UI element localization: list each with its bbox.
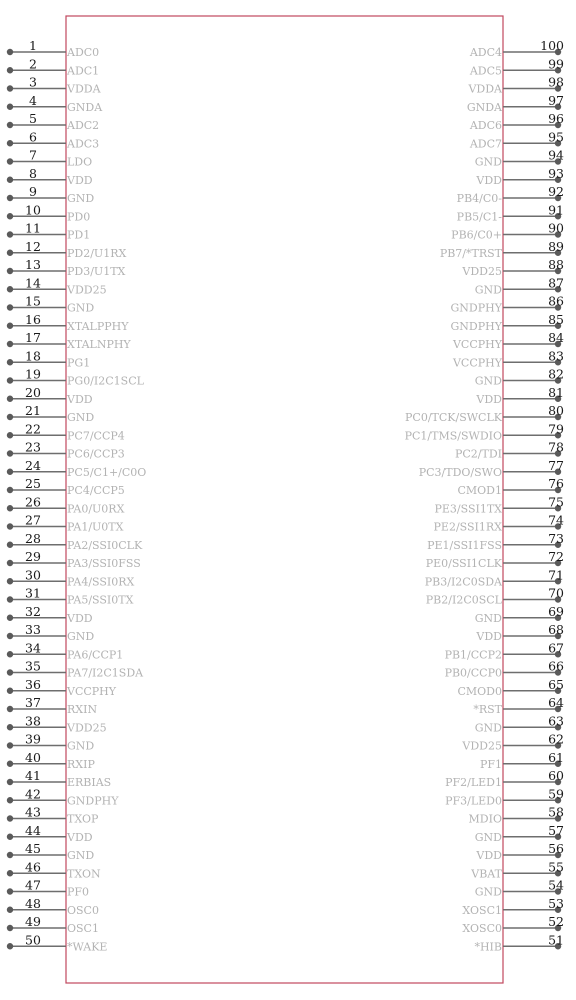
pin-number: 99: [548, 56, 564, 72]
pin-name: VCCPHY: [452, 356, 502, 370]
pin-name: GNDPHY: [67, 794, 119, 808]
pin-endpoint-dot: [7, 104, 13, 110]
pin-number: 84: [548, 330, 564, 345]
pin-endpoint-dot: [7, 49, 13, 55]
pin-number: 73: [548, 530, 564, 546]
pin-name: MDIO: [468, 812, 502, 826]
pin-endpoint-dot: [7, 304, 13, 310]
pin-name: RXIN: [67, 703, 98, 716]
pin-number: 54: [548, 877, 564, 893]
pin-number: 60: [548, 768, 564, 783]
pin-endpoint-dot: [7, 213, 13, 219]
pin-number: 25: [25, 476, 41, 491]
pin-number: 68: [548, 622, 564, 637]
pin-name: GND: [474, 374, 502, 388]
pin-number: 76: [548, 476, 564, 491]
pin-endpoint-dot: [7, 834, 13, 840]
pin-number: 64: [548, 695, 564, 710]
pin-endpoint-dot: [7, 396, 13, 402]
pin-number: 2: [29, 56, 37, 72]
pin-name: PG0/I2C1SCL: [67, 374, 144, 388]
pin-name: PF3/LED0: [445, 794, 502, 808]
pin-name: PE0/SSI1CLK: [425, 557, 502, 570]
pin-name: PC4/CCP5: [67, 484, 125, 497]
pin-name: PF1: [479, 757, 502, 771]
pin-endpoint-dot: [7, 231, 13, 237]
pin-name: VDD: [476, 392, 502, 406]
pin-name: VDD: [67, 611, 93, 625]
pin-endpoint-dot: [7, 651, 13, 657]
pin-endpoint-dot: [7, 742, 13, 748]
pin-name: PB7/*TRST: [439, 246, 502, 260]
pin-number: 81: [548, 384, 564, 400]
pin-name: PB5/C1-: [456, 210, 502, 224]
pin-endpoint-dot: [7, 669, 13, 675]
pin-endpoint-dot: [7, 359, 13, 365]
pin-number: 17: [25, 330, 41, 345]
pin-number: 80: [548, 403, 564, 418]
pin-number: 92: [548, 184, 564, 199]
pin-endpoint-dot: [7, 122, 13, 128]
pin-number: 58: [548, 804, 564, 820]
pin-name: GND: [67, 192, 95, 205]
pin-number: 47: [25, 877, 41, 893]
pin-name: PD0: [67, 210, 91, 224]
pin-number: 11: [25, 220, 41, 236]
pin-name: *HIB: [474, 940, 502, 954]
pin-name: GND: [474, 885, 502, 899]
pin-name: OSC0: [67, 903, 99, 917]
pin-number: 4: [29, 92, 37, 108]
pin-endpoint-dot: [7, 177, 13, 183]
pin-number: 7: [29, 147, 37, 163]
pin-number: 55: [548, 859, 564, 875]
pin-number: 48: [25, 895, 41, 911]
pin-number: 20: [25, 384, 41, 400]
pin-number: 29: [25, 549, 41, 564]
pin-number: 59: [548, 786, 564, 802]
pin-name: PA6/CCP1: [67, 648, 124, 662]
pin-number: 65: [548, 676, 564, 692]
pin-endpoint-dot: [7, 469, 13, 475]
pin-name: CMOD1: [457, 484, 502, 497]
pin-name: GND: [474, 721, 502, 735]
pin-number: 41: [25, 768, 41, 783]
pin-endpoint-dot: [7, 487, 13, 493]
pin-endpoint-dot: [7, 870, 13, 876]
pin-name: ADC4: [469, 46, 502, 59]
pin-number: 24: [25, 457, 41, 473]
pin-name: GND: [67, 301, 95, 315]
pin-endpoint-dot: [7, 943, 13, 949]
pin-name: VCCPHY: [67, 684, 117, 698]
pin-number: 26: [25, 494, 41, 510]
pin-name: PF0: [67, 885, 90, 899]
pin-name: CMOD0: [457, 684, 502, 698]
pin-number: 19: [25, 366, 41, 382]
pin-endpoint-dot: [7, 797, 13, 803]
pin-number: 12: [25, 238, 41, 254]
pin-name: LDO: [67, 155, 93, 169]
pin-endpoint-dot: [7, 250, 13, 256]
pin-name: GND: [474, 611, 502, 625]
pin-endpoint-dot: [7, 596, 13, 602]
pin-name: PA2/SSI0CLK: [67, 538, 143, 552]
pin-endpoint-dot: [7, 432, 13, 438]
pin-number: 31: [25, 585, 41, 601]
pin-number: 88: [548, 257, 564, 272]
pin-name: GND: [474, 155, 502, 169]
pin-name: PB6/C0+: [451, 228, 502, 242]
pin-endpoint-dot: [7, 724, 13, 730]
pin-number: 95: [548, 129, 564, 145]
pin-endpoint-dot: [7, 67, 13, 73]
pin-name: VBAT: [471, 867, 502, 881]
pin-endpoint-dot: [7, 85, 13, 91]
pin-endpoint-dot: [7, 779, 13, 785]
pin-endpoint-dot: [7, 925, 13, 931]
pin-name: RXIP: [67, 757, 95, 771]
pin-endpoint-dot: [7, 578, 13, 584]
pin-name: VCCPHY: [452, 338, 502, 351]
pin-name: PD2/U1RX: [67, 246, 127, 260]
pin-number: 79: [548, 421, 564, 437]
pin-number: 43: [25, 804, 41, 820]
pin-number: 14: [25, 275, 41, 291]
pin-number: 63: [548, 713, 564, 729]
pin-name: PA7/I2C1SDA: [67, 666, 144, 680]
pin-number: 90: [548, 220, 564, 236]
pin-number: 44: [25, 822, 41, 838]
pin-number: 93: [548, 165, 564, 181]
pin-number: 67: [548, 640, 564, 656]
pin-number: 3: [29, 74, 37, 90]
pin-name: PC2/TDI: [454, 447, 502, 461]
pin-number: 27: [25, 512, 41, 528]
pin-number: 34: [25, 640, 41, 656]
pin-name: PA1/U0TX: [67, 520, 124, 534]
pin-name: PC1/TMS/SWDIO: [404, 429, 502, 443]
pin-name: PD1: [67, 228, 91, 242]
pin-name: XOSC1: [462, 903, 502, 917]
pin-name: PB1/CCP2: [444, 648, 502, 662]
pin-endpoint-dot: [7, 268, 13, 274]
pin-endpoint-dot: [7, 706, 13, 712]
pin-name: PC6/CCP3: [67, 447, 125, 461]
pin-name: *WAKE: [67, 940, 108, 954]
pin-endpoint-dot: [7, 888, 13, 894]
pin-name: VDDA: [468, 82, 502, 96]
pin-name: GNDA: [67, 100, 103, 114]
pin-number: 40: [25, 749, 41, 765]
pin-endpoint-dot: [7, 195, 13, 201]
pin-endpoint-dot: [7, 377, 13, 383]
pin-name: ADC6: [469, 119, 502, 132]
pin-number: 15: [25, 293, 41, 309]
pin-number: 42: [25, 786, 41, 802]
pin-number: 35: [25, 658, 41, 674]
pin-name: *RST: [473, 703, 502, 716]
pin-name: GND: [67, 411, 95, 424]
pin-name: VDD: [67, 173, 93, 187]
pin-number: 56: [548, 841, 564, 856]
pin-name: TXOP: [67, 812, 99, 826]
pin-name: ADC3: [67, 137, 100, 151]
pin-number: 89: [548, 238, 564, 254]
pin-number: 83: [548, 348, 564, 364]
pin-name: PA3/SSI0FSS: [67, 557, 141, 570]
pin-number: 16: [25, 311, 41, 327]
pin-number: 74: [548, 512, 564, 528]
pin-number: 91: [548, 202, 564, 218]
pin-endpoint-dot: [7, 633, 13, 639]
pin-number: 97: [548, 92, 564, 108]
pin-number: 36: [25, 676, 41, 692]
pin-endpoint-dot: [7, 286, 13, 292]
pin-number: 30: [25, 567, 41, 583]
pin-name: PA0/U0RX: [67, 502, 125, 516]
pin-number: 53: [548, 895, 564, 911]
pin-name: GNDPHY: [450, 319, 502, 333]
pin-name: PA5/SSI0TX: [67, 593, 134, 607]
pin-name: ADC0: [67, 46, 100, 59]
pin-name: OSC1: [67, 922, 99, 935]
pin-number: 22: [25, 421, 41, 437]
pin-name: XTALPPHY: [67, 319, 129, 333]
pin-number: 45: [25, 841, 41, 856]
pin-name: PE3/SSI1TX: [434, 502, 502, 516]
pin-number: 13: [25, 257, 41, 272]
pin-name: ERBIAS: [67, 776, 112, 789]
pin-number: 69: [548, 603, 564, 619]
pin-name: VDD: [476, 173, 502, 187]
pin-endpoint-dot: [7, 907, 13, 913]
pin-number: 57: [548, 822, 564, 838]
pin-name: VDDA: [67, 82, 101, 96]
pin-name: VDD25: [462, 265, 502, 278]
pin-endpoint-dot: [7, 761, 13, 767]
pin-name: GND: [474, 830, 502, 844]
pin-number: 52: [548, 914, 564, 929]
pin-name: PE1/SSI1FSS: [427, 538, 502, 552]
pin-name: XTALNPHY: [67, 338, 131, 351]
pin-name: GNDPHY: [450, 301, 502, 315]
pin-number: 70: [548, 585, 564, 601]
pin-name: PA4/SSI0RX: [67, 575, 135, 589]
pin-name: GND: [67, 739, 95, 753]
pin-number: 32: [25, 603, 41, 619]
pin-name: ADC1: [67, 64, 100, 78]
pin-endpoint-dot: [7, 140, 13, 146]
pin-endpoint-dot: [7, 450, 13, 456]
pin-number: 100: [540, 38, 564, 53]
pin-number: 1: [29, 38, 37, 53]
pin-name: VDD25: [67, 283, 107, 297]
pin-endpoint-dot: [7, 523, 13, 529]
pin-endpoint-dot: [7, 615, 13, 621]
pin-endpoint-dot: [7, 158, 13, 164]
pin-name: VDD25: [67, 721, 107, 735]
pin-number: 75: [548, 494, 564, 510]
pin-number: 86: [548, 293, 564, 309]
pin-endpoint-dot: [7, 323, 13, 329]
pin-number: 33: [25, 622, 41, 637]
pin-name: VDD: [476, 849, 502, 862]
pin-name: GND: [67, 630, 95, 643]
pin-name: PB3/I2C0SDA: [424, 575, 502, 589]
pin-number: 49: [25, 914, 41, 929]
pin-number: 82: [548, 366, 564, 382]
pin-name: PG1: [67, 356, 91, 370]
pin-name: GND: [67, 849, 95, 862]
pin-name: GND: [474, 283, 502, 297]
pin-number: 78: [548, 439, 564, 455]
pin-endpoint-dot: [7, 688, 13, 694]
pin-number: 46: [25, 859, 41, 875]
pin-number: 51: [548, 932, 564, 948]
pin-number: 66: [548, 658, 564, 674]
pin-name: VDD: [67, 830, 93, 844]
pin-name: PB2/I2C0SCL: [425, 593, 502, 607]
pin-endpoint-dot: [7, 414, 13, 420]
pin-name: ADC5: [469, 64, 502, 78]
pin-name: PC7/CCP4: [67, 429, 125, 443]
pin-endpoint-dot: [7, 852, 13, 858]
pin-number: 18: [25, 348, 41, 364]
pin-number: 23: [25, 439, 41, 455]
pin-number: 21: [25, 403, 41, 418]
pin-endpoint-dot: [7, 542, 13, 548]
pin-name: PE2/SSI1RX: [433, 520, 502, 534]
pin-endpoint-dot: [7, 560, 13, 566]
pin-number: 96: [548, 111, 564, 126]
pin-name: PB4/C0-: [456, 192, 502, 205]
pin-number: 71: [548, 567, 564, 583]
pin-name: TXON: [67, 867, 101, 881]
pin-number: 37: [25, 695, 41, 710]
pin-endpoint-dot: [7, 505, 13, 511]
pin-number: 9: [29, 184, 37, 199]
pin-name: PC3/TDO/SWO: [418, 465, 502, 479]
pin-number: 98: [548, 74, 564, 90]
pin-name: ADC2: [67, 119, 100, 132]
pin-name: PD3/U1TX: [67, 265, 126, 278]
pin-number: 6: [29, 129, 37, 145]
pin-name: VDD25: [462, 739, 502, 753]
pin-number: 94: [548, 147, 564, 163]
pin-number: 10: [25, 202, 41, 218]
pin-name: PC0/TCK/SWCLK: [405, 411, 502, 424]
pin-name: PF2/LED1: [445, 776, 502, 789]
ic-body-outline: [66, 16, 503, 983]
pin-number: 39: [25, 731, 41, 747]
pin-number: 28: [25, 530, 41, 546]
pin-number: 38: [25, 713, 41, 729]
pin-number: 87: [548, 275, 564, 291]
pin-endpoint-dot: [7, 815, 13, 821]
pin-name: VDD: [476, 630, 502, 643]
pin-number: 72: [548, 549, 564, 564]
pin-endpoint-dot: [7, 341, 13, 347]
pin-name: PB0/CCP0: [444, 666, 502, 680]
pin-number: 61: [548, 749, 564, 765]
pin-number: 62: [548, 731, 564, 747]
pin-name: ADC7: [469, 137, 502, 151]
pin-name: XOSC0: [462, 922, 502, 935]
pin-name: VDD: [67, 392, 93, 406]
pin-number: 5: [29, 111, 37, 126]
pin-number: 77: [548, 457, 564, 473]
pin-number: 50: [25, 932, 41, 948]
pin-name: PC5/C1+/C0O: [67, 465, 147, 479]
pin-name: GNDA: [466, 100, 502, 114]
pin-number: 85: [548, 311, 564, 327]
pin-number: 8: [29, 165, 37, 181]
